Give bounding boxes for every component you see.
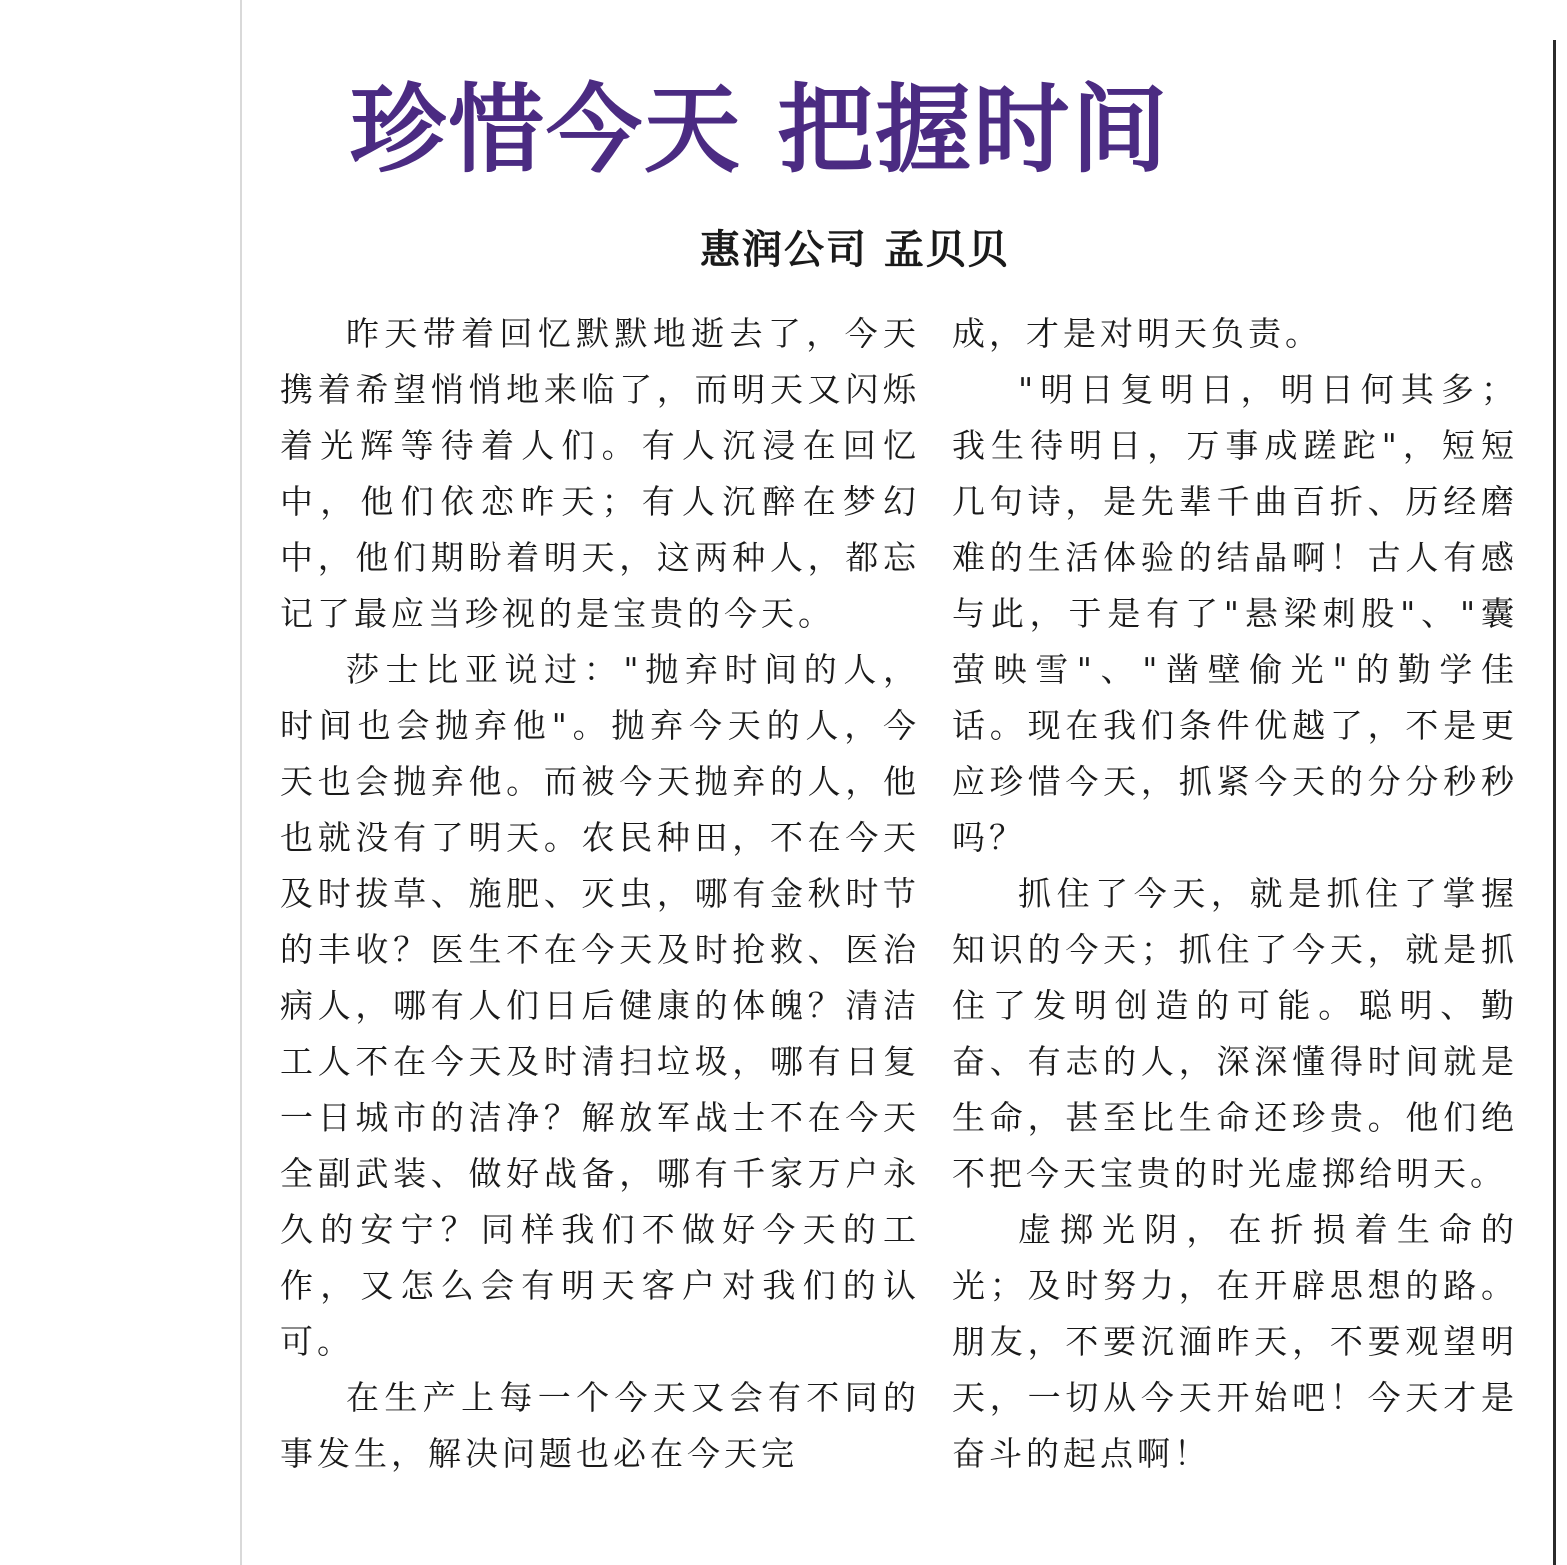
article-title: 珍惜今天 把握时间 <box>350 74 1170 186</box>
paragraph: 莎士比亚说过："抛弃时间的人，时间也会抛弃他"。抛弃今天的人，今天也会抛弃他。而被今天抛弃的人，他也就没有了明天。农民种田，不在今天及时拔草、施肥、灭虫，哪有金秋时节的丰收？医生不在今天及时抢救、医治病人，哪有人们日后健康的体魄？清洁工人不在今天及时清扫垃圾，哪有日复一日城市的洁净？解放军战士不在今天全副武装、做好战备，哪有千家万户永久的安宁？同样我们不做好今天的工作，又怎么会有明天客户对我们的认可。 <box>280 650 920 1361</box>
article-column-left <box>280 306 920 1482</box>
paragraph: 在生产上每一个今天又会有不同的事发生，解决问题也必在今天完 <box>280 1378 920 1473</box>
page-margin-rule <box>240 0 242 1565</box>
paragraph-continuation: 成，才是对明天负责。 <box>952 314 1322 353</box>
paragraph: 抓住了今天，就是抓住了掌握知识的今天；抓住了今天，就是抓住了发明创造的可能。聪明、勤奋、有志的人，深深懂得时间就是生命，甚至比生命还珍贵。他们绝不把今天宝贵的时光虚掷给明天。 <box>952 874 1518 1193</box>
paragraph: 虚掷光阴，在折损着生命的光；及时努力，在开辟思想的路。朋友，不要沉湎昨天，不要观望明天，一切从今天开始吧！今天才是奋斗的起点啊！ <box>952 1210 1518 1473</box>
paragraph: 昨天带着回忆默默地逝去了，今天携着希望悄悄地来临了，而明天又闪烁着光辉等待着人们。有人沉浸在回忆中，他们依恋昨天；有人沉醉在梦幻中，他们期盼着明天，这两种人，都忘记了最应当珍视的是宝贵的今天。 <box>280 314 920 633</box>
page-edge-rule <box>1553 40 1556 1565</box>
article-column-right <box>952 306 1518 1482</box>
article-byline: 惠润公司 孟贝贝 <box>700 227 1010 273</box>
paragraph: "明日复明日，明日何其多；我生待明日，万事成蹉跎"，短短几句诗，是先辈千曲百折、历经磨难的生活体验的结晶啊！古人有感与此，于是有了"悬梁刺股"、"囊萤映雪"、"凿壁偷光"的勤学佳话。现在我们条件优越了，不是更应珍惜今天，抓紧今天的分分秒秒吗？ <box>952 370 1518 857</box>
